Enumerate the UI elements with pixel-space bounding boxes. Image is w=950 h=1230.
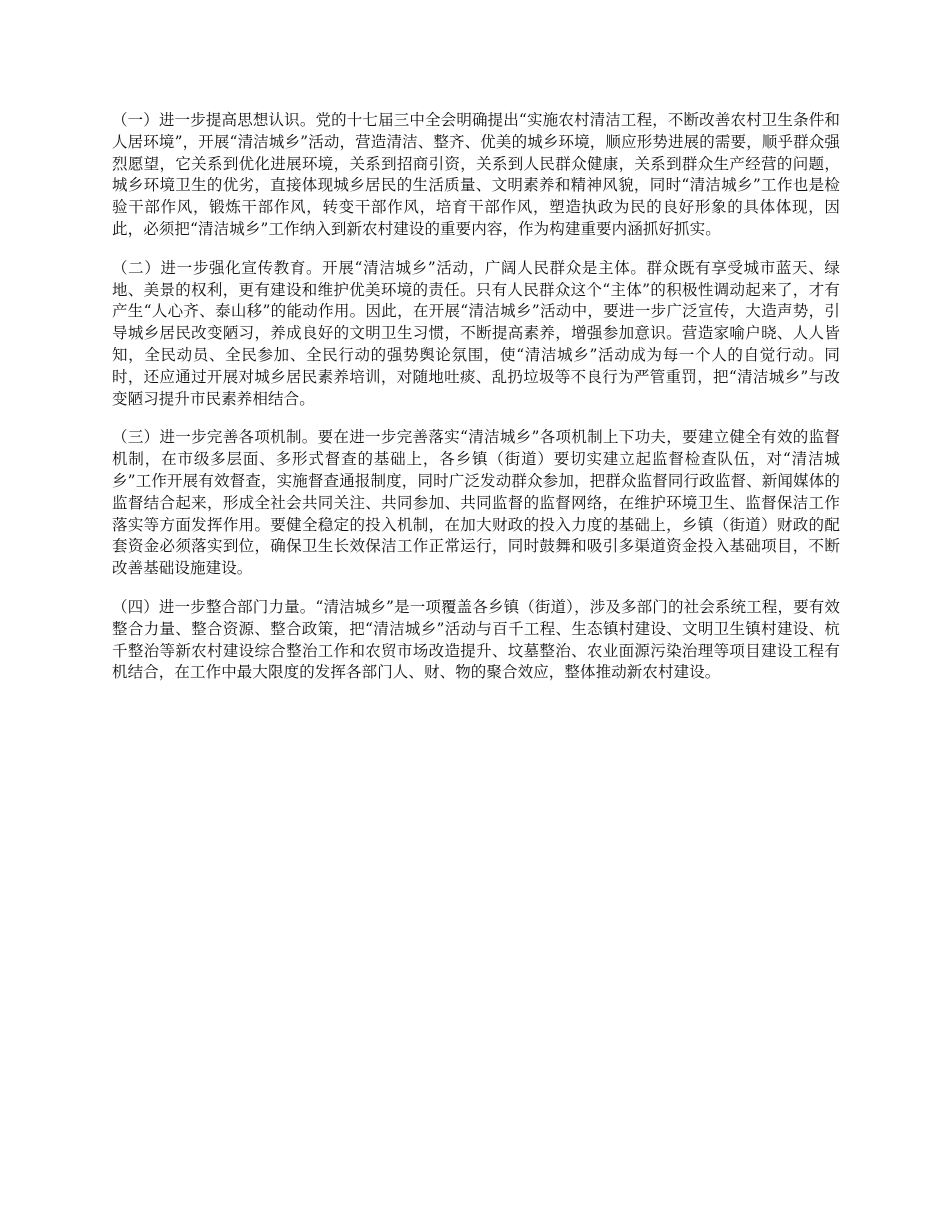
paragraph-4: （四）进一步整合部门力量。“清洁城乡”是一项覆盖各乡镇（街道），涉及多部门的社会系统工程，要有效整合力量、整合资源、整合政策，把“清洁城乡”活动与百千工程、生态镇村建设、文明卫生镇村建设、杭千整治等新农村建设综合整治工作和农贸市场改造提升、坟墓整治、农业面源污染治理等项目建设工程有机结合，在工作中最大限度的发挥各部门人、财、物的聚合效应，整体推动新农村建设。 (112, 597, 840, 682)
document-body (112, 110, 840, 701)
paragraph-2: （二）进一步强化宣传教育。开展“清洁城乡”活动，广阔人民群众是主体。群众既有享受城市蓝天、绿地、美景的权利，更有建设和维护优美环境的责任。只有人民群众这个“主体”的积极性调动起来了，才有产生“人心齐、泰山移”的能动作用。因此，在开展“清洁城乡”活动中，要进一步广泛宣传，大造声势，引导城乡居民改变陋习，养成良好的文明卫生习惯，不断提高素养，增强参加意识。营造家喻户晓、人人皆知，全民动员、全民参加、全民行动的强势舆论氛围，使“清洁城乡”活动成为每一个人的自觉行动。同时，还应通过开展对城乡居民素养培训，对随地吐痰、乱扔垃圾等不良行为严管重罚，把“清洁城乡”与改变陋习提升市民素养相结合。 (112, 258, 840, 408)
paragraph-1: （一）进一步提高思想认识。党的十七届三中全会明确提出“实施农村清洁工程，不断改善农村卫生条件和人居环境”，开展“清洁城乡”活动，营造清洁、整齐、优美的城乡环境，顺应形势进展的需要，顺乎群众强烈愿望，它关系到优化进展环境，关系到招商引资，关系到人民群众健康，关系到群众生产经营的问题，城乡环境卫生的优劣，直接体现城乡居民的生活质量、文明素养和精神风貌，同时“清洁城乡”工作也是检验干部作风，锻炼干部作风，转变干部作风，培育干部作风，塑造执政为民的良好形象的具体体现，因此，必须把“清洁城乡”工作纳入到新农村建设的重要内容，作为构建重要内涵抓好抓实。 (112, 111, 840, 238)
paragraph-3: （三）进一步完善各项机制。要在进一步完善落实“清洁城乡”各项机制上下功夫，要建立健全有效的监督机制，在市级多层面、多形式督查的基础上，各乡镇（街道）要切实建立起监督检查队伍，对“清洁城乡”工作开展有效督查，实施督查通报制度，同时广泛发动群众参加，把群众监督同行政监督、新闻媒体的监督结合起来，形成全社会共同关注、共同参加、共同监督的监督网络，在维护环境卫生、监督保洁工作落实等方面发挥作用。要健全稳定的投入机制，在加大财政的投入力度的基础上，乡镇（街道）财政的配套资金必须落实到位，确保卫生长效保洁工作正常运行，同时鼓舞和吸引多渠道资金投入基础项目，不断改善基础设施建设。 (112, 428, 840, 578)
